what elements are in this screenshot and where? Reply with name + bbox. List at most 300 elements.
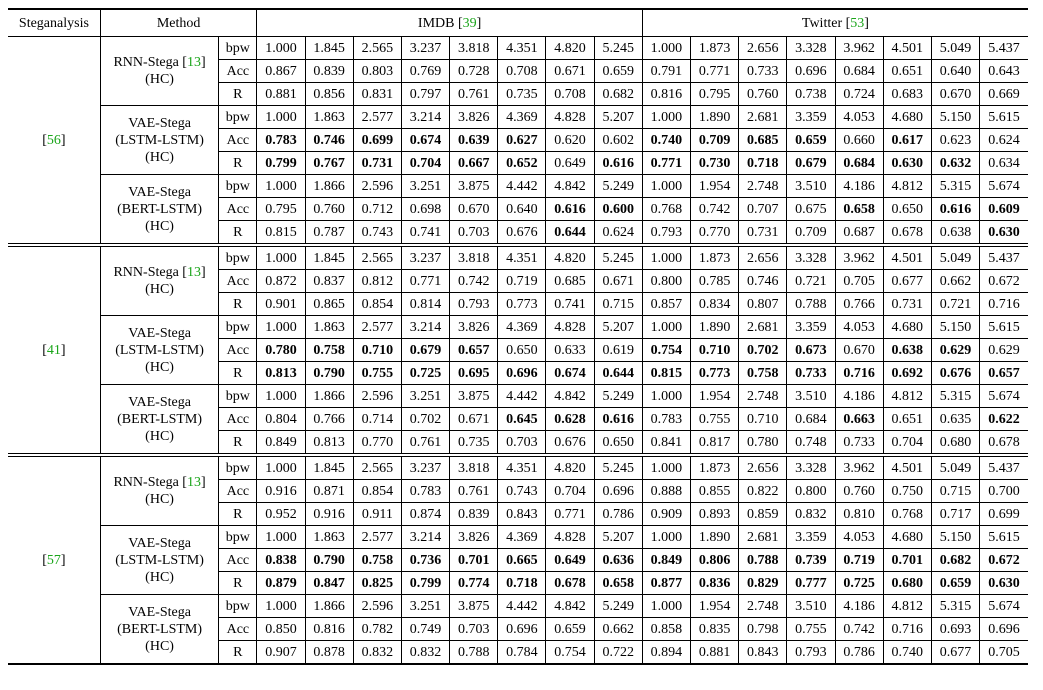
value-cell: 0.831 xyxy=(353,83,401,106)
value-cell: 4.501 xyxy=(883,37,931,60)
method-cell xyxy=(100,595,218,665)
value-cell: 0.793 xyxy=(642,221,690,246)
value-cell: 0.854 xyxy=(353,480,401,503)
value-cell: 0.682 xyxy=(594,83,642,106)
value-cell: 0.669 xyxy=(980,83,1028,106)
value-cell: 1.000 xyxy=(257,526,305,549)
value-cell: 3.251 xyxy=(401,595,449,618)
value-cell: 0.678 xyxy=(883,221,931,246)
value-cell: 0.907 xyxy=(257,641,305,665)
value-cell: 1.000 xyxy=(642,526,690,549)
method-name-line xyxy=(101,569,218,586)
value-cell: 0.704 xyxy=(401,152,449,175)
method-name-line xyxy=(101,184,218,201)
value-cell: 5.674 xyxy=(980,385,1028,408)
value-cell: 0.760 xyxy=(835,480,883,503)
value-cell: 0.722 xyxy=(594,641,642,665)
value-cell: 0.738 xyxy=(787,83,835,106)
value-cell: 2.681 xyxy=(739,316,787,339)
value-cell: 0.854 xyxy=(353,293,401,316)
value-cell: 0.684 xyxy=(835,60,883,83)
method-cell xyxy=(100,175,218,246)
value-cell: 0.733 xyxy=(835,431,883,456)
method-name-text: (BERT-LSTM) xyxy=(117,621,203,637)
value-cell: 1.000 xyxy=(257,37,305,60)
citation-link[interactable]: 39 xyxy=(462,15,477,31)
value-cell: 0.841 xyxy=(642,431,690,456)
value-cell: 0.699 xyxy=(353,129,401,152)
value-cell: 0.698 xyxy=(401,198,449,221)
metric-label: bpw xyxy=(219,385,257,408)
value-cell: 0.847 xyxy=(305,572,353,595)
value-cell: 0.622 xyxy=(980,408,1028,431)
value-cell: 0.718 xyxy=(739,152,787,175)
value-cell: 0.672 xyxy=(980,270,1028,293)
value-cell: 0.719 xyxy=(498,270,546,293)
metric-label: bpw xyxy=(219,455,257,480)
value-cell: 0.707 xyxy=(739,198,787,221)
value-cell: 0.766 xyxy=(305,408,353,431)
value-cell: 0.761 xyxy=(450,480,498,503)
value-cell: 4.351 xyxy=(498,37,546,60)
value-cell: 5.615 xyxy=(980,106,1028,129)
metric-label: bpw xyxy=(219,175,257,198)
value-cell: 5.150 xyxy=(931,526,979,549)
value-cell: 0.670 xyxy=(931,83,979,106)
method-name-line xyxy=(101,325,218,342)
value-cell: 5.315 xyxy=(931,595,979,618)
value-cell: 0.814 xyxy=(401,293,449,316)
value-cell: 3.818 xyxy=(450,455,498,480)
value-cell: 0.680 xyxy=(883,572,931,595)
value-cell: 0.660 xyxy=(835,129,883,152)
value-cell: 5.674 xyxy=(980,175,1028,198)
value-cell: 3.510 xyxy=(787,595,835,618)
value-cell: 0.623 xyxy=(931,129,979,152)
value-cell: 0.702 xyxy=(739,339,787,362)
value-cell: 1.863 xyxy=(305,106,353,129)
value-cell: 0.657 xyxy=(980,362,1028,385)
value-cell: 0.731 xyxy=(739,221,787,246)
value-cell: 0.773 xyxy=(691,362,739,385)
value-cell: 0.783 xyxy=(401,480,449,503)
value-cell: 2.565 xyxy=(353,37,401,60)
value-cell: 3.826 xyxy=(450,526,498,549)
value-cell: 1.000 xyxy=(257,455,305,480)
value-cell: 0.916 xyxy=(257,480,305,503)
value-cell: 5.245 xyxy=(594,37,642,60)
metric-label: Acc xyxy=(219,129,257,152)
value-cell: 0.799 xyxy=(401,572,449,595)
citation-link[interactable]: 41 xyxy=(46,342,61,358)
value-cell: 0.629 xyxy=(980,339,1028,362)
value-cell: 4.442 xyxy=(498,175,546,198)
value-cell: 0.767 xyxy=(305,152,353,175)
dataset-name: Twitter xyxy=(801,15,843,31)
value-cell: 0.683 xyxy=(883,83,931,106)
value-cell: 0.750 xyxy=(883,480,931,503)
value-cell: 0.832 xyxy=(401,641,449,665)
value-cell: 0.662 xyxy=(594,618,642,641)
value-cell: 1.000 xyxy=(642,175,690,198)
value-cell: 4.680 xyxy=(883,106,931,129)
value-cell: 0.649 xyxy=(546,549,594,572)
value-cell: 2.748 xyxy=(739,385,787,408)
method-name-line xyxy=(101,359,218,376)
value-cell: 2.681 xyxy=(739,526,787,549)
value-cell: 2.596 xyxy=(353,595,401,618)
steganalysis-cell: [41] xyxy=(8,245,100,455)
table-row xyxy=(8,316,1028,339)
value-cell: 0.674 xyxy=(401,129,449,152)
value-cell: 2.656 xyxy=(739,245,787,270)
value-cell: 0.754 xyxy=(642,339,690,362)
method-name-text: RNN-Stega xyxy=(113,475,179,490)
table-row xyxy=(8,526,1028,549)
value-cell: 0.795 xyxy=(691,83,739,106)
method-name-line xyxy=(101,394,218,411)
value-cell: 3.328 xyxy=(787,455,835,480)
value-cell: 3.359 xyxy=(787,526,835,549)
method-name-text: (BERT-LSTM) xyxy=(117,201,203,217)
table-row xyxy=(8,245,1028,270)
value-cell: 1.000 xyxy=(642,106,690,129)
value-cell: 0.836 xyxy=(691,572,739,595)
value-cell: 0.780 xyxy=(257,339,305,362)
method-cell xyxy=(100,316,218,385)
value-cell: 0.616 xyxy=(931,198,979,221)
dataset-header-imdb: IMDB [39] xyxy=(257,9,642,37)
value-cell: 0.758 xyxy=(305,339,353,362)
value-cell: 0.746 xyxy=(305,129,353,152)
value-cell: 0.788 xyxy=(739,549,787,572)
value-cell: 5.207 xyxy=(594,316,642,339)
value-cell: 0.771 xyxy=(642,152,690,175)
value-cell: 0.679 xyxy=(401,339,449,362)
value-cell: 1.866 xyxy=(305,175,353,198)
value-cell: 2.656 xyxy=(739,455,787,480)
value-cell: 3.818 xyxy=(450,245,498,270)
value-cell: 3.359 xyxy=(787,106,835,129)
value-cell: 0.676 xyxy=(931,362,979,385)
value-cell: 3.510 xyxy=(787,385,835,408)
value-cell: 3.359 xyxy=(787,316,835,339)
value-cell: 5.150 xyxy=(931,316,979,339)
value-cell: 0.850 xyxy=(257,618,305,641)
value-cell: 0.671 xyxy=(594,270,642,293)
dataset-name: IMDB xyxy=(417,15,455,31)
value-cell: 0.790 xyxy=(305,362,353,385)
value-cell: 5.437 xyxy=(980,37,1028,60)
table-row xyxy=(8,455,1028,480)
value-cell: 0.708 xyxy=(498,60,546,83)
value-cell: 3.214 xyxy=(401,106,449,129)
value-cell: 0.777 xyxy=(787,572,835,595)
method-cell xyxy=(100,526,218,595)
value-cell: 5.245 xyxy=(594,245,642,270)
value-cell: 0.786 xyxy=(835,641,883,665)
value-cell: 0.771 xyxy=(401,270,449,293)
value-cell: 1.890 xyxy=(691,106,739,129)
value-cell: 1.873 xyxy=(691,455,739,480)
value-cell: 0.682 xyxy=(931,549,979,572)
value-cell: 0.716 xyxy=(980,293,1028,316)
value-cell: 0.716 xyxy=(883,618,931,641)
value-cell: 0.799 xyxy=(257,152,305,175)
value-cell: 0.855 xyxy=(691,480,739,503)
metric-label: R xyxy=(219,152,257,175)
value-cell: 4.842 xyxy=(546,595,594,618)
value-cell: 0.709 xyxy=(787,221,835,246)
value-cell: 4.442 xyxy=(498,385,546,408)
value-cell: 0.733 xyxy=(739,60,787,83)
value-cell: 5.437 xyxy=(980,455,1028,480)
value-cell: 0.741 xyxy=(401,221,449,246)
value-cell: 0.659 xyxy=(594,60,642,83)
value-cell: 0.800 xyxy=(787,480,835,503)
value-cell: 0.670 xyxy=(450,198,498,221)
value-cell: 0.709 xyxy=(691,129,739,152)
value-cell: 0.714 xyxy=(353,408,401,431)
method-name-text: VAE-Stega xyxy=(128,115,191,131)
value-cell: 0.701 xyxy=(450,549,498,572)
value-cell: 4.369 xyxy=(498,106,546,129)
value-cell: 0.667 xyxy=(450,152,498,175)
value-cell: 0.700 xyxy=(980,480,1028,503)
value-cell: 2.565 xyxy=(353,455,401,480)
value-cell: 0.813 xyxy=(305,431,353,456)
value-cell: 0.671 xyxy=(450,408,498,431)
value-cell: 0.735 xyxy=(498,83,546,106)
value-cell: 0.712 xyxy=(353,198,401,221)
value-cell: 0.715 xyxy=(594,293,642,316)
value-cell: 4.186 xyxy=(835,595,883,618)
value-cell: 0.849 xyxy=(642,549,690,572)
value-cell: 4.053 xyxy=(835,106,883,129)
value-cell: 3.962 xyxy=(835,37,883,60)
value-cell: 0.755 xyxy=(353,362,401,385)
value-cell: 0.719 xyxy=(835,549,883,572)
value-cell: 0.663 xyxy=(835,408,883,431)
value-cell: 2.577 xyxy=(353,316,401,339)
value-cell: 1.000 xyxy=(257,175,305,198)
value-cell: 0.858 xyxy=(642,618,690,641)
value-cell: 1.000 xyxy=(257,245,305,270)
metric-label: R xyxy=(219,572,257,595)
value-cell: 0.645 xyxy=(498,408,546,431)
value-cell: 0.761 xyxy=(450,83,498,106)
value-cell: 0.617 xyxy=(883,129,931,152)
citation-link[interactable]: 13 xyxy=(186,55,201,70)
method-name-line xyxy=(101,201,218,218)
value-cell: 0.872 xyxy=(257,270,305,293)
value-cell: 0.837 xyxy=(305,270,353,293)
value-cell: 0.679 xyxy=(787,152,835,175)
value-cell: 0.662 xyxy=(931,270,979,293)
metric-label: Acc xyxy=(219,408,257,431)
metric-label: Acc xyxy=(219,270,257,293)
method-name-text: RNN-Stega xyxy=(113,55,179,70)
method-name-text: (BERT-LSTM) xyxy=(117,411,203,427)
value-cell: 0.773 xyxy=(498,293,546,316)
method-name-text: (HC) xyxy=(145,282,174,297)
value-cell: 0.770 xyxy=(353,431,401,456)
steganalysis-cell: [56] xyxy=(8,37,100,246)
value-cell: 3.328 xyxy=(787,245,835,270)
value-cell: 1.845 xyxy=(305,37,353,60)
value-cell: 1.873 xyxy=(691,245,739,270)
value-cell: 0.881 xyxy=(691,641,739,665)
method-name-line: RNN-Stega [13] xyxy=(113,265,206,280)
value-cell: 0.881 xyxy=(257,83,305,106)
value-cell: 0.768 xyxy=(883,503,931,526)
value-cell: 0.806 xyxy=(691,549,739,572)
method-name-line: RNN-Stega [13] xyxy=(113,55,206,70)
method-name-line xyxy=(101,491,218,508)
method-name-line xyxy=(101,428,218,445)
value-cell: 0.701 xyxy=(883,549,931,572)
value-cell: 4.812 xyxy=(883,385,931,408)
value-cell: 0.602 xyxy=(594,129,642,152)
table-row xyxy=(8,37,1028,60)
value-cell: 0.857 xyxy=(642,293,690,316)
value-cell: 0.783 xyxy=(257,129,305,152)
value-cell: 0.874 xyxy=(401,503,449,526)
method-name-text: VAE-Stega xyxy=(128,325,191,341)
value-cell: 0.629 xyxy=(931,339,979,362)
value-cell: 0.644 xyxy=(546,221,594,246)
value-cell: 3.818 xyxy=(450,37,498,60)
value-cell: 3.962 xyxy=(835,245,883,270)
value-cell: 0.704 xyxy=(546,480,594,503)
value-cell: 0.649 xyxy=(546,152,594,175)
value-cell: 1.845 xyxy=(305,455,353,480)
value-cell: 0.758 xyxy=(739,362,787,385)
method-name-text: RNN-Stega xyxy=(113,265,179,280)
value-cell: 4.820 xyxy=(546,455,594,480)
method-name-line xyxy=(101,621,218,638)
steganalysis-cell: [57] xyxy=(8,455,100,664)
value-cell: 4.351 xyxy=(498,245,546,270)
value-cell: 0.636 xyxy=(594,549,642,572)
value-cell: 3.875 xyxy=(450,385,498,408)
value-cell: 0.878 xyxy=(305,641,353,665)
method-name-line xyxy=(101,342,218,359)
citation-link[interactable]: 56 xyxy=(46,132,61,148)
steganalysis-header: Steganalysis xyxy=(8,9,100,37)
value-cell: 4.680 xyxy=(883,316,931,339)
method-name-line xyxy=(101,115,218,132)
method-name-text: (HC) xyxy=(145,638,174,654)
value-cell: 0.790 xyxy=(305,549,353,572)
value-cell: 4.812 xyxy=(883,595,931,618)
value-cell: 0.843 xyxy=(498,503,546,526)
value-cell: 0.687 xyxy=(835,221,883,246)
value-cell: 1.000 xyxy=(257,106,305,129)
value-cell: 0.849 xyxy=(257,431,305,456)
value-cell: 0.674 xyxy=(546,362,594,385)
metric-label: Acc xyxy=(219,60,257,83)
value-cell: 5.674 xyxy=(980,595,1028,618)
value-cell: 0.678 xyxy=(988,434,1020,450)
value-cell: 1.954 xyxy=(691,175,739,198)
method-header xyxy=(100,9,257,37)
value-cell: 5.615 xyxy=(980,526,1028,549)
value-cell: 0.703 xyxy=(450,221,498,246)
value-cell: 0.888 xyxy=(642,480,690,503)
metric-label: Acc xyxy=(219,549,257,572)
value-cell: 0.620 xyxy=(546,129,594,152)
value-cell: 0.755 xyxy=(691,408,739,431)
value-cell: 0.640 xyxy=(498,198,546,221)
value-cell: 4.680 xyxy=(883,526,931,549)
value-cell: 0.832 xyxy=(353,641,401,665)
value-cell: 0.710 xyxy=(353,339,401,362)
value-cell: 0.856 xyxy=(305,83,353,106)
value-cell: 0.724 xyxy=(835,83,883,106)
citation-link[interactable]: 57 xyxy=(46,552,61,568)
method-name-text: (HC) xyxy=(145,428,174,444)
method-name-text: VAE-Stega xyxy=(128,394,191,410)
value-cell: 0.684 xyxy=(787,408,835,431)
value-cell: 0.704 xyxy=(883,431,931,456)
results-table-container xyxy=(8,8,1028,665)
table-header-row xyxy=(8,9,1028,37)
value-cell: 0.705 xyxy=(988,644,1020,660)
value-cell: 0.680 xyxy=(931,431,979,456)
value-cell: 0.784 xyxy=(498,641,546,665)
metric-label: R xyxy=(219,641,257,665)
value-cell: 0.793 xyxy=(787,641,835,665)
table-row xyxy=(8,175,1028,198)
value-cell: 5.207 xyxy=(594,106,642,129)
value-cell: 0.742 xyxy=(835,618,883,641)
value-cell: 0.676 xyxy=(546,431,594,456)
citation-link[interactable]: 13 xyxy=(186,475,201,490)
value-cell: 0.702 xyxy=(401,408,449,431)
value-cell: 0.795 xyxy=(257,198,305,221)
value-cell: 4.186 xyxy=(835,385,883,408)
value-cell: 0.769 xyxy=(401,60,449,83)
value-cell: 0.815 xyxy=(642,362,690,385)
method-name-text: (HC) xyxy=(145,218,174,234)
value-cell: 4.842 xyxy=(546,175,594,198)
value-cell: 3.214 xyxy=(401,316,449,339)
value-cell: 0.952 xyxy=(257,503,305,526)
value-cell: 0.609 xyxy=(980,198,1028,221)
value-cell: 0.676 xyxy=(498,221,546,246)
value-cell: 5.049 xyxy=(931,245,979,270)
table-row xyxy=(8,106,1028,129)
value-cell: 0.822 xyxy=(739,480,787,503)
value-cell: 5.249 xyxy=(594,385,642,408)
value-cell: 0.685 xyxy=(739,129,787,152)
metric-label: R xyxy=(219,221,257,246)
value-cell: 0.817 xyxy=(691,431,739,456)
value-cell: 0.748 xyxy=(787,431,835,456)
citation-link[interactable]: 13 xyxy=(186,265,201,280)
value-cell: 4.186 xyxy=(835,175,883,198)
value-cell: 0.643 xyxy=(980,60,1028,83)
value-cell: 0.742 xyxy=(691,198,739,221)
value-cell: 0.634 xyxy=(980,152,1028,175)
method-name-text: (HC) xyxy=(145,359,174,375)
citation-link[interactable]: 53 xyxy=(850,15,865,31)
value-cell: 0.877 xyxy=(642,572,690,595)
value-cell: 3.826 xyxy=(450,316,498,339)
value-cell: 0.829 xyxy=(739,572,787,595)
value-cell: 0.696 xyxy=(980,618,1028,641)
